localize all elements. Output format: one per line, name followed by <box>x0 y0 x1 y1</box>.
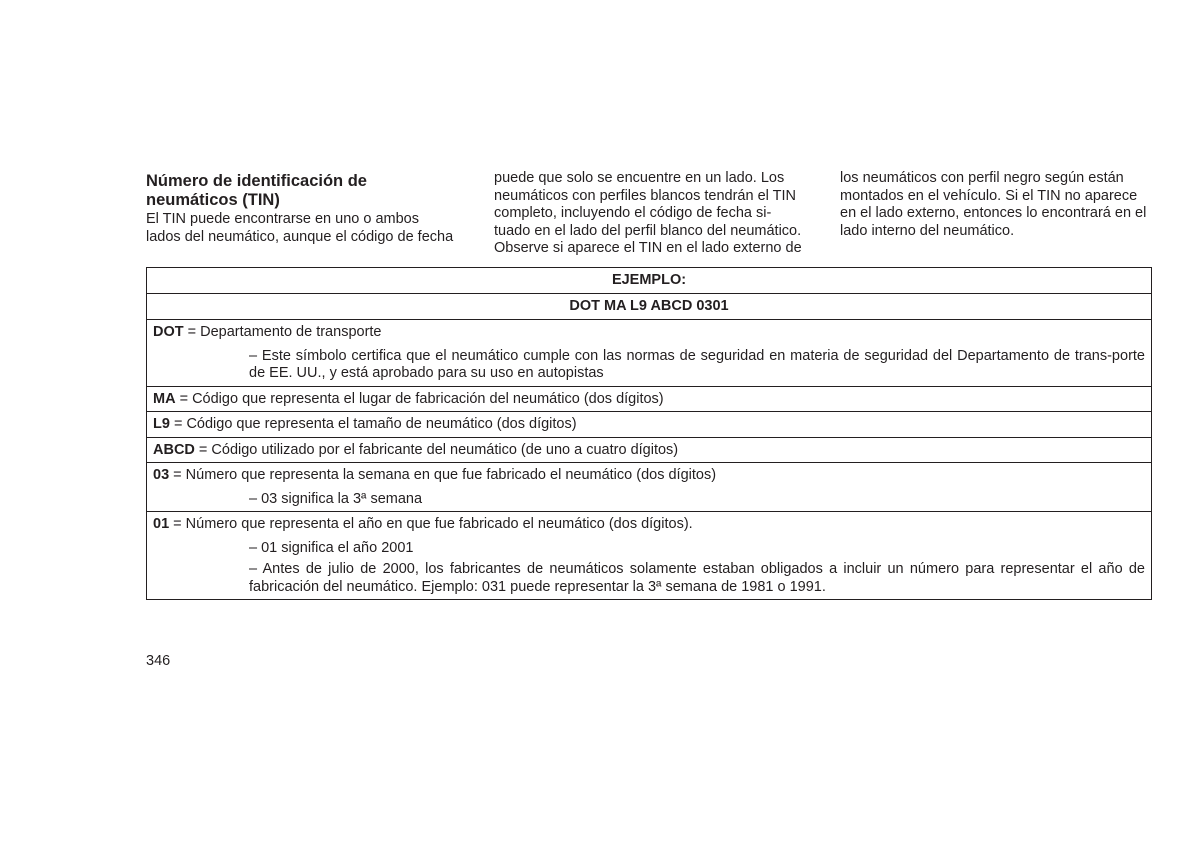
row-term: DOT <box>153 324 184 340</box>
table-code: DOT MA L9 ABCD 0301 <box>147 294 1152 320</box>
table-cell <box>147 386 1152 412</box>
table-title-row <box>147 268 1152 294</box>
row-term: 03 <box>153 467 170 483</box>
row-note: – 03 significa la 3ª semana <box>249 490 423 507</box>
tin-example-table <box>146 267 1152 600</box>
row-definition <box>153 442 1145 460</box>
col1-line-1: El TIN puede encontrarse en uno o ambos <box>146 211 419 227</box>
text-column-3 <box>840 170 1152 240</box>
row-text: = Número que representa el año en que fue fabricado el neumático (dos dígitos). <box>169 516 693 532</box>
table-row <box>147 463 1152 512</box>
row-note: – Este símbolo certifica que el neumático cumple con las normas de seguridad en materia de seguridad del Departamento de trans-porte de EE. UU., y está aprobado para su uso en autopistas <box>249 347 1145 381</box>
table-row <box>147 437 1152 463</box>
row-note: – Antes de julio de 2000, los fabricantes de neumáticos solamente estaban obligados a incluir un número para representar el año de fabricación del neumático. Ejemplo: 031 puede representar la 3ª semana de 1981 o 1991. <box>249 561 1145 595</box>
text-column-2 <box>494 170 807 258</box>
row-text: = Código utilizado por el fabricante del neumático (de uno a cuatro dígitos) <box>194 441 679 458</box>
row-definition <box>153 324 1145 342</box>
row-term: L9 <box>153 416 170 432</box>
row-text: = Número que representa la semana en que fue fabricado el neumático (dos dígitos) <box>169 467 717 483</box>
col2-line-1: puede que solo se encuentre en un lado. Los <box>494 170 785 186</box>
section-heading: Número de identificación de neumáticos (TIN) <box>146 172 367 209</box>
col1-line-2: lados del neumático, aunque el código de fecha <box>146 228 454 245</box>
table-cell <box>147 412 1152 438</box>
col2-line-5: Observe si aparece el TIN en el lado externo de <box>494 240 802 257</box>
col3-line-4: lado interno del neumático. <box>840 222 1015 239</box>
row-term: 01 <box>153 516 170 532</box>
row-term: ABCD <box>153 441 195 458</box>
table-code-row <box>147 294 1152 320</box>
col2-line-3: completo, incluyendo el código de fecha si- <box>494 205 772 222</box>
table-row <box>147 386 1152 412</box>
table-row <box>147 320 1152 387</box>
page-number: 346 <box>146 653 171 669</box>
table-row <box>147 512 1152 600</box>
row-definition <box>153 416 1145 434</box>
col3-line-1: los neumáticos con perfil negro según están <box>840 170 1124 186</box>
row-definition <box>153 516 1145 534</box>
row-definition <box>153 467 1145 485</box>
col3-line-3: en el lado externo, entonces lo encontrará en el <box>840 205 1147 222</box>
table-row <box>147 412 1152 438</box>
row-text: = Código que representa el tamaño de neumático (dos dígitos) <box>169 416 577 432</box>
row-text: = Departamento de transporte <box>183 324 382 340</box>
col2-line-4: tuado en el lado del perfil blanco del neumático. <box>494 222 802 239</box>
table-cell <box>147 512 1152 600</box>
text-column-1 <box>146 170 458 246</box>
table-cell <box>147 320 1152 387</box>
table-title: EJEMPLO: <box>147 268 1152 294</box>
row-text: = Código que representa el lugar de fabricación del neumático (dos dígitos) <box>175 390 664 407</box>
row-note: – 01 significa el año 2001 <box>249 539 414 556</box>
row-definition <box>153 391 1145 409</box>
table-cell <box>147 437 1152 463</box>
col2-line-2: neumáticos con perfiles blancos tendrán el TIN <box>494 187 796 204</box>
table-cell <box>147 463 1152 512</box>
row-term: MA <box>153 390 176 407</box>
col3-line-2: montados en el vehículo. Si el TIN no aparece <box>840 187 1138 204</box>
